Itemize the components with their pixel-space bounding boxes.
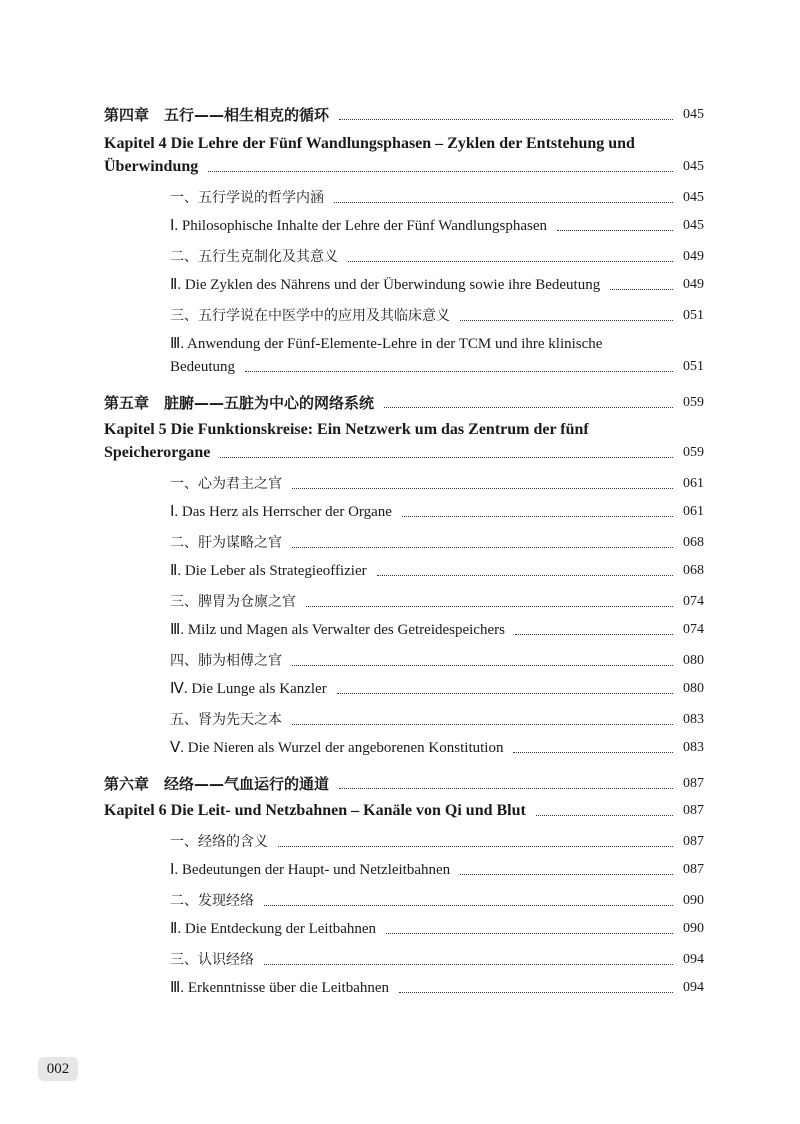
page-ref: 087 bbox=[683, 862, 704, 877]
section-title-cn: 二、肝为谋略之官 bbox=[170, 535, 282, 551]
section-title-cn: 二、发现经络 bbox=[170, 893, 254, 909]
leader-dots bbox=[377, 575, 673, 576]
chapter-title-de-line2: Speicherorgane bbox=[104, 444, 211, 461]
section-title-de-line1[interactable]: Ⅲ. Anwendung der Fünf-Elemente-Lehre in der TCM und ihre klinische bbox=[170, 336, 603, 352]
section-title-cn: 一、心为君主之官 bbox=[170, 476, 282, 492]
toc-chapter-5-de[interactable] bbox=[104, 442, 704, 464]
leader-dots bbox=[292, 724, 673, 725]
leader-dots bbox=[278, 846, 673, 847]
page-ref: 051 bbox=[683, 359, 704, 374]
toc-section-cn[interactable] bbox=[170, 890, 704, 912]
toc-section-cn[interactable] bbox=[170, 473, 704, 495]
toc-section-cn[interactable] bbox=[170, 246, 704, 268]
toc-section-de[interactable] bbox=[170, 501, 704, 523]
toc-chapter-4-cn[interactable] bbox=[104, 104, 704, 126]
toc-section-de[interactable] bbox=[170, 737, 704, 759]
page-ref: 094 bbox=[683, 980, 704, 995]
section-title-de: Ⅱ. Die Entdeckung der Leitbahnen bbox=[170, 921, 377, 937]
chapter-title-cn: 第四章 五行——相生相克的循环 bbox=[104, 106, 330, 124]
leader-dots bbox=[339, 788, 673, 789]
section-title-cn: 五、肾为先天之本 bbox=[170, 712, 282, 728]
section-title-cn: 三、脾胃为仓廪之官 bbox=[170, 594, 296, 610]
page-ref: 080 bbox=[683, 653, 704, 668]
leader-dots bbox=[557, 230, 673, 231]
chapter-title-de-line2: Überwindung bbox=[104, 158, 199, 175]
leader-dots bbox=[245, 371, 673, 372]
page-ref: 045 bbox=[683, 107, 704, 122]
toc-section-cn[interactable] bbox=[170, 831, 704, 853]
toc-chapter-6-cn[interactable] bbox=[104, 773, 704, 795]
page-ref: 090 bbox=[683, 921, 704, 936]
page-ref: 080 bbox=[683, 681, 704, 696]
toc-chapter-5-cn[interactable] bbox=[104, 392, 704, 414]
leader-dots bbox=[220, 457, 673, 458]
page-ref: 045 bbox=[683, 190, 704, 205]
toc-chapter-4-de[interactable] bbox=[104, 156, 704, 178]
leader-dots bbox=[386, 933, 673, 934]
leader-dots bbox=[306, 606, 673, 607]
page-ref: 061 bbox=[683, 476, 704, 491]
page-ref: 083 bbox=[683, 712, 704, 727]
leader-dots bbox=[292, 488, 673, 489]
toc-section-cn[interactable] bbox=[170, 187, 704, 209]
leader-dots bbox=[264, 964, 673, 965]
page-ref: 083 bbox=[683, 740, 704, 755]
page-ref: 087 bbox=[683, 834, 704, 849]
toc-section-cn[interactable] bbox=[170, 591, 704, 613]
section-title-cn: 三、五行学说在中医学中的应用及其临床意义 bbox=[170, 308, 450, 324]
toc-section-de[interactable] bbox=[170, 356, 704, 378]
toc-section-de[interactable] bbox=[170, 619, 704, 641]
chapter-title-cn: 第五章 脏腑——五脏为中心的网络系统 bbox=[104, 394, 375, 412]
section-title-de: Ⅰ. Philosophische Inhalte der Lehre der Fünf Wandlungsphasen bbox=[170, 218, 548, 234]
leader-dots bbox=[460, 320, 673, 321]
toc-section-cn[interactable] bbox=[170, 305, 704, 327]
toc-section-de[interactable] bbox=[170, 560, 704, 582]
section-title-de: Ⅰ. Das Herz als Herrscher der Organe bbox=[170, 504, 392, 520]
page-ref: 049 bbox=[683, 277, 704, 292]
toc-section-cn[interactable] bbox=[170, 949, 704, 971]
page-ref: 068 bbox=[683, 535, 704, 550]
page-ref: 074 bbox=[683, 622, 704, 637]
leader-dots bbox=[399, 992, 673, 993]
page-ref: 045 bbox=[683, 159, 704, 174]
leader-dots bbox=[208, 171, 673, 172]
page-ref: 049 bbox=[683, 249, 704, 264]
toc-section-de[interactable] bbox=[170, 274, 704, 296]
chapter-title-cn: 第六章 经络——气血运行的通道 bbox=[104, 775, 330, 793]
toc-section-de[interactable] bbox=[170, 918, 704, 940]
section-title-de: Ⅱ. Die Zyklen des Nährens und der Überwindung sowie ihre Bedeutung bbox=[170, 277, 601, 293]
toc-section-de[interactable] bbox=[170, 859, 704, 881]
section-title-cn: 一、经络的含义 bbox=[170, 834, 268, 850]
section-title-cn: 四、肺为相傅之官 bbox=[170, 653, 282, 669]
chapter-title-de: Kapitel 6 Die Leit- und Netzbahnen – Kanäle von Qi und Blut bbox=[104, 802, 526, 819]
page-ref: 061 bbox=[683, 504, 704, 519]
toc-section-de[interactable] bbox=[170, 977, 704, 999]
leader-dots bbox=[610, 289, 673, 290]
leader-dots bbox=[292, 547, 673, 548]
leader-dots bbox=[513, 752, 673, 753]
page-ref: 051 bbox=[683, 308, 704, 323]
toc-section-cn[interactable] bbox=[170, 650, 704, 672]
leader-dots bbox=[348, 261, 673, 262]
section-title-de: Ⅳ. Die Lunge als Kanzler bbox=[170, 681, 327, 697]
section-title-de: Ⅰ. Bedeutungen der Haupt- und Netzleitbahnen bbox=[170, 862, 451, 878]
section-title-cn: 一、五行学说的哲学内涵 bbox=[170, 190, 324, 206]
page-ref: 090 bbox=[683, 893, 704, 908]
chapter-title-de-line1[interactable]: Kapitel 4 Die Lehre der Fünf Wandlungsphasen – Zyklen der Entstehung und bbox=[104, 135, 635, 152]
toc-section-de[interactable] bbox=[170, 678, 704, 700]
leader-dots bbox=[339, 119, 673, 120]
toc-section-cn[interactable] bbox=[170, 709, 704, 731]
toc-section-de[interactable] bbox=[170, 215, 704, 237]
toc-section-cn[interactable] bbox=[170, 532, 704, 554]
chapter-title-de-line1[interactable]: Kapitel 5 Die Funktionskreise: Ein Netzwerk um das Zentrum der fünf bbox=[104, 421, 589, 438]
page-number: 002 bbox=[38, 1057, 78, 1081]
leader-dots bbox=[292, 665, 673, 666]
section-title-de: Ⅲ. Erkenntnisse über die Leitbahnen bbox=[170, 980, 390, 996]
page-ref: 045 bbox=[683, 218, 704, 233]
page-ref: 094 bbox=[683, 952, 704, 967]
section-title-de-line2: Bedeutung bbox=[170, 359, 235, 375]
page-ref: 059 bbox=[683, 445, 704, 460]
toc-chapter-6-de[interactable] bbox=[104, 800, 704, 822]
section-title-cn: 三、认识经络 bbox=[170, 952, 254, 968]
leader-dots bbox=[264, 905, 673, 906]
leader-dots bbox=[402, 516, 673, 517]
leader-dots bbox=[334, 202, 673, 203]
section-title-de: Ⅲ. Milz und Magen als Verwalter des Getreidespeichers bbox=[170, 622, 505, 638]
section-title-de: Ⅱ. Die Leber als Strategieoffizier bbox=[170, 563, 367, 579]
page-ref: 087 bbox=[683, 776, 704, 791]
leader-dots bbox=[337, 693, 673, 694]
leader-dots bbox=[384, 407, 673, 408]
page-ref: 059 bbox=[683, 395, 704, 410]
page-ref: 074 bbox=[683, 594, 704, 609]
section-title-cn: 二、五行生克制化及其意义 bbox=[170, 249, 338, 265]
page-ref: 087 bbox=[683, 803, 704, 818]
leader-dots bbox=[536, 815, 673, 816]
page-ref: 068 bbox=[683, 563, 704, 578]
section-title-de: Ⅴ. Die Nieren als Wurzel der angeborenen Konstitution bbox=[170, 740, 504, 756]
leader-dots bbox=[515, 634, 673, 635]
leader-dots bbox=[460, 874, 673, 875]
